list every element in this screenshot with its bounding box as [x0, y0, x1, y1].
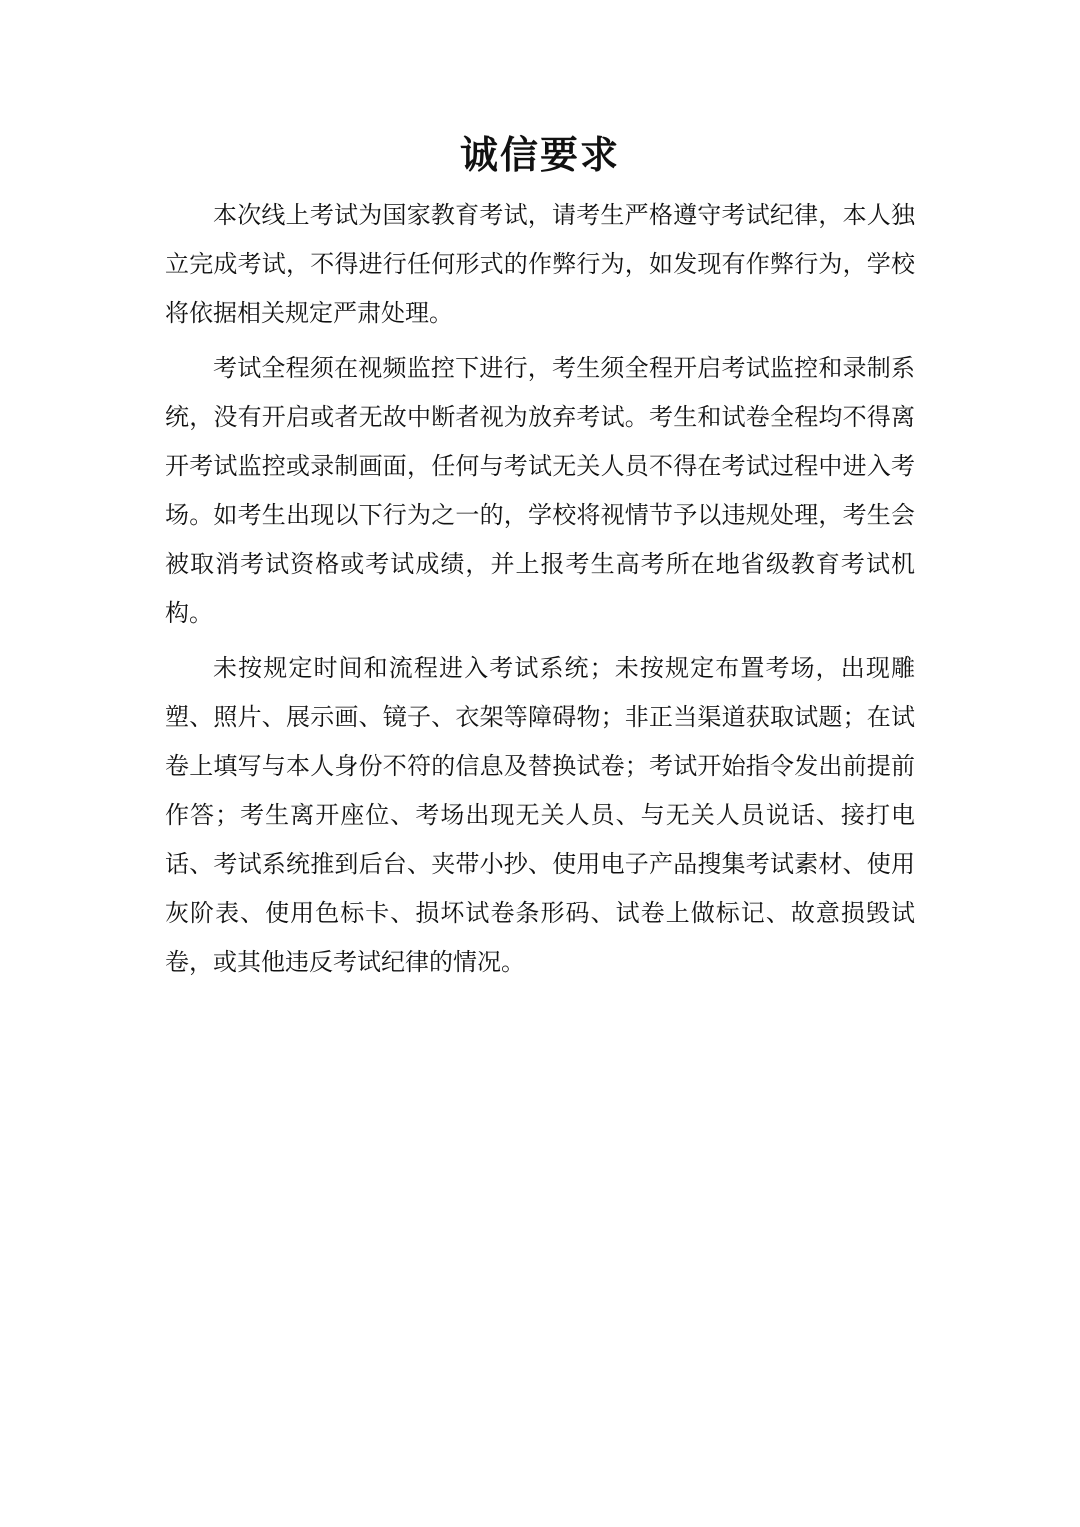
- paragraph-honesty-statement: 本次线上考试为国家教育考试，请考生严格遵守考试纪律，本人独立完成考试，不得进行任何形式的作弊行为，如发现有作弊行为，学校将依据相关规定严肃处理。: [165, 201, 915, 327]
- paragraph-monitoring-rules: 考试全程须在视频监控下进行，考生须全程开启考试监控和录制系统，没有开启或者无故中断者视为放弃考试。考生和试卷全程均不得离开考试监控或录制画面，任何与考试无关人员不得在考试过程中进入考场。如考生出现以下行为之一的，学校将视情节予以违规处理，考生会被取消考试资格或考试成绩，并上报考生高考所在地省级教育考试机构。: [165, 354, 915, 627]
- document-body: [165, 191, 915, 993]
- document-title: 诚信要求: [459, 133, 620, 177]
- paragraph-violations-list: 未按规定时间和流程进入考试系统；未按规定布置考场，出现雕塑、照片、展示画、镜子、衣架等障碍物；非正当渠道获取试题；在试卷上填写与本人身份不符的信息及替换试卷；考试开始指令发出前提前作答；考生离开座位、考场出现无关人员、与无关人员说话、接打电话、考试系统推到后台、夹带小抄、使用电子产品搜集考试素材、使用灰阶表、使用色标卡、损坏试卷条形码、试卷上做标记、故意损毁试卷，或其他违反考试纪律的情况。: [165, 654, 915, 976]
